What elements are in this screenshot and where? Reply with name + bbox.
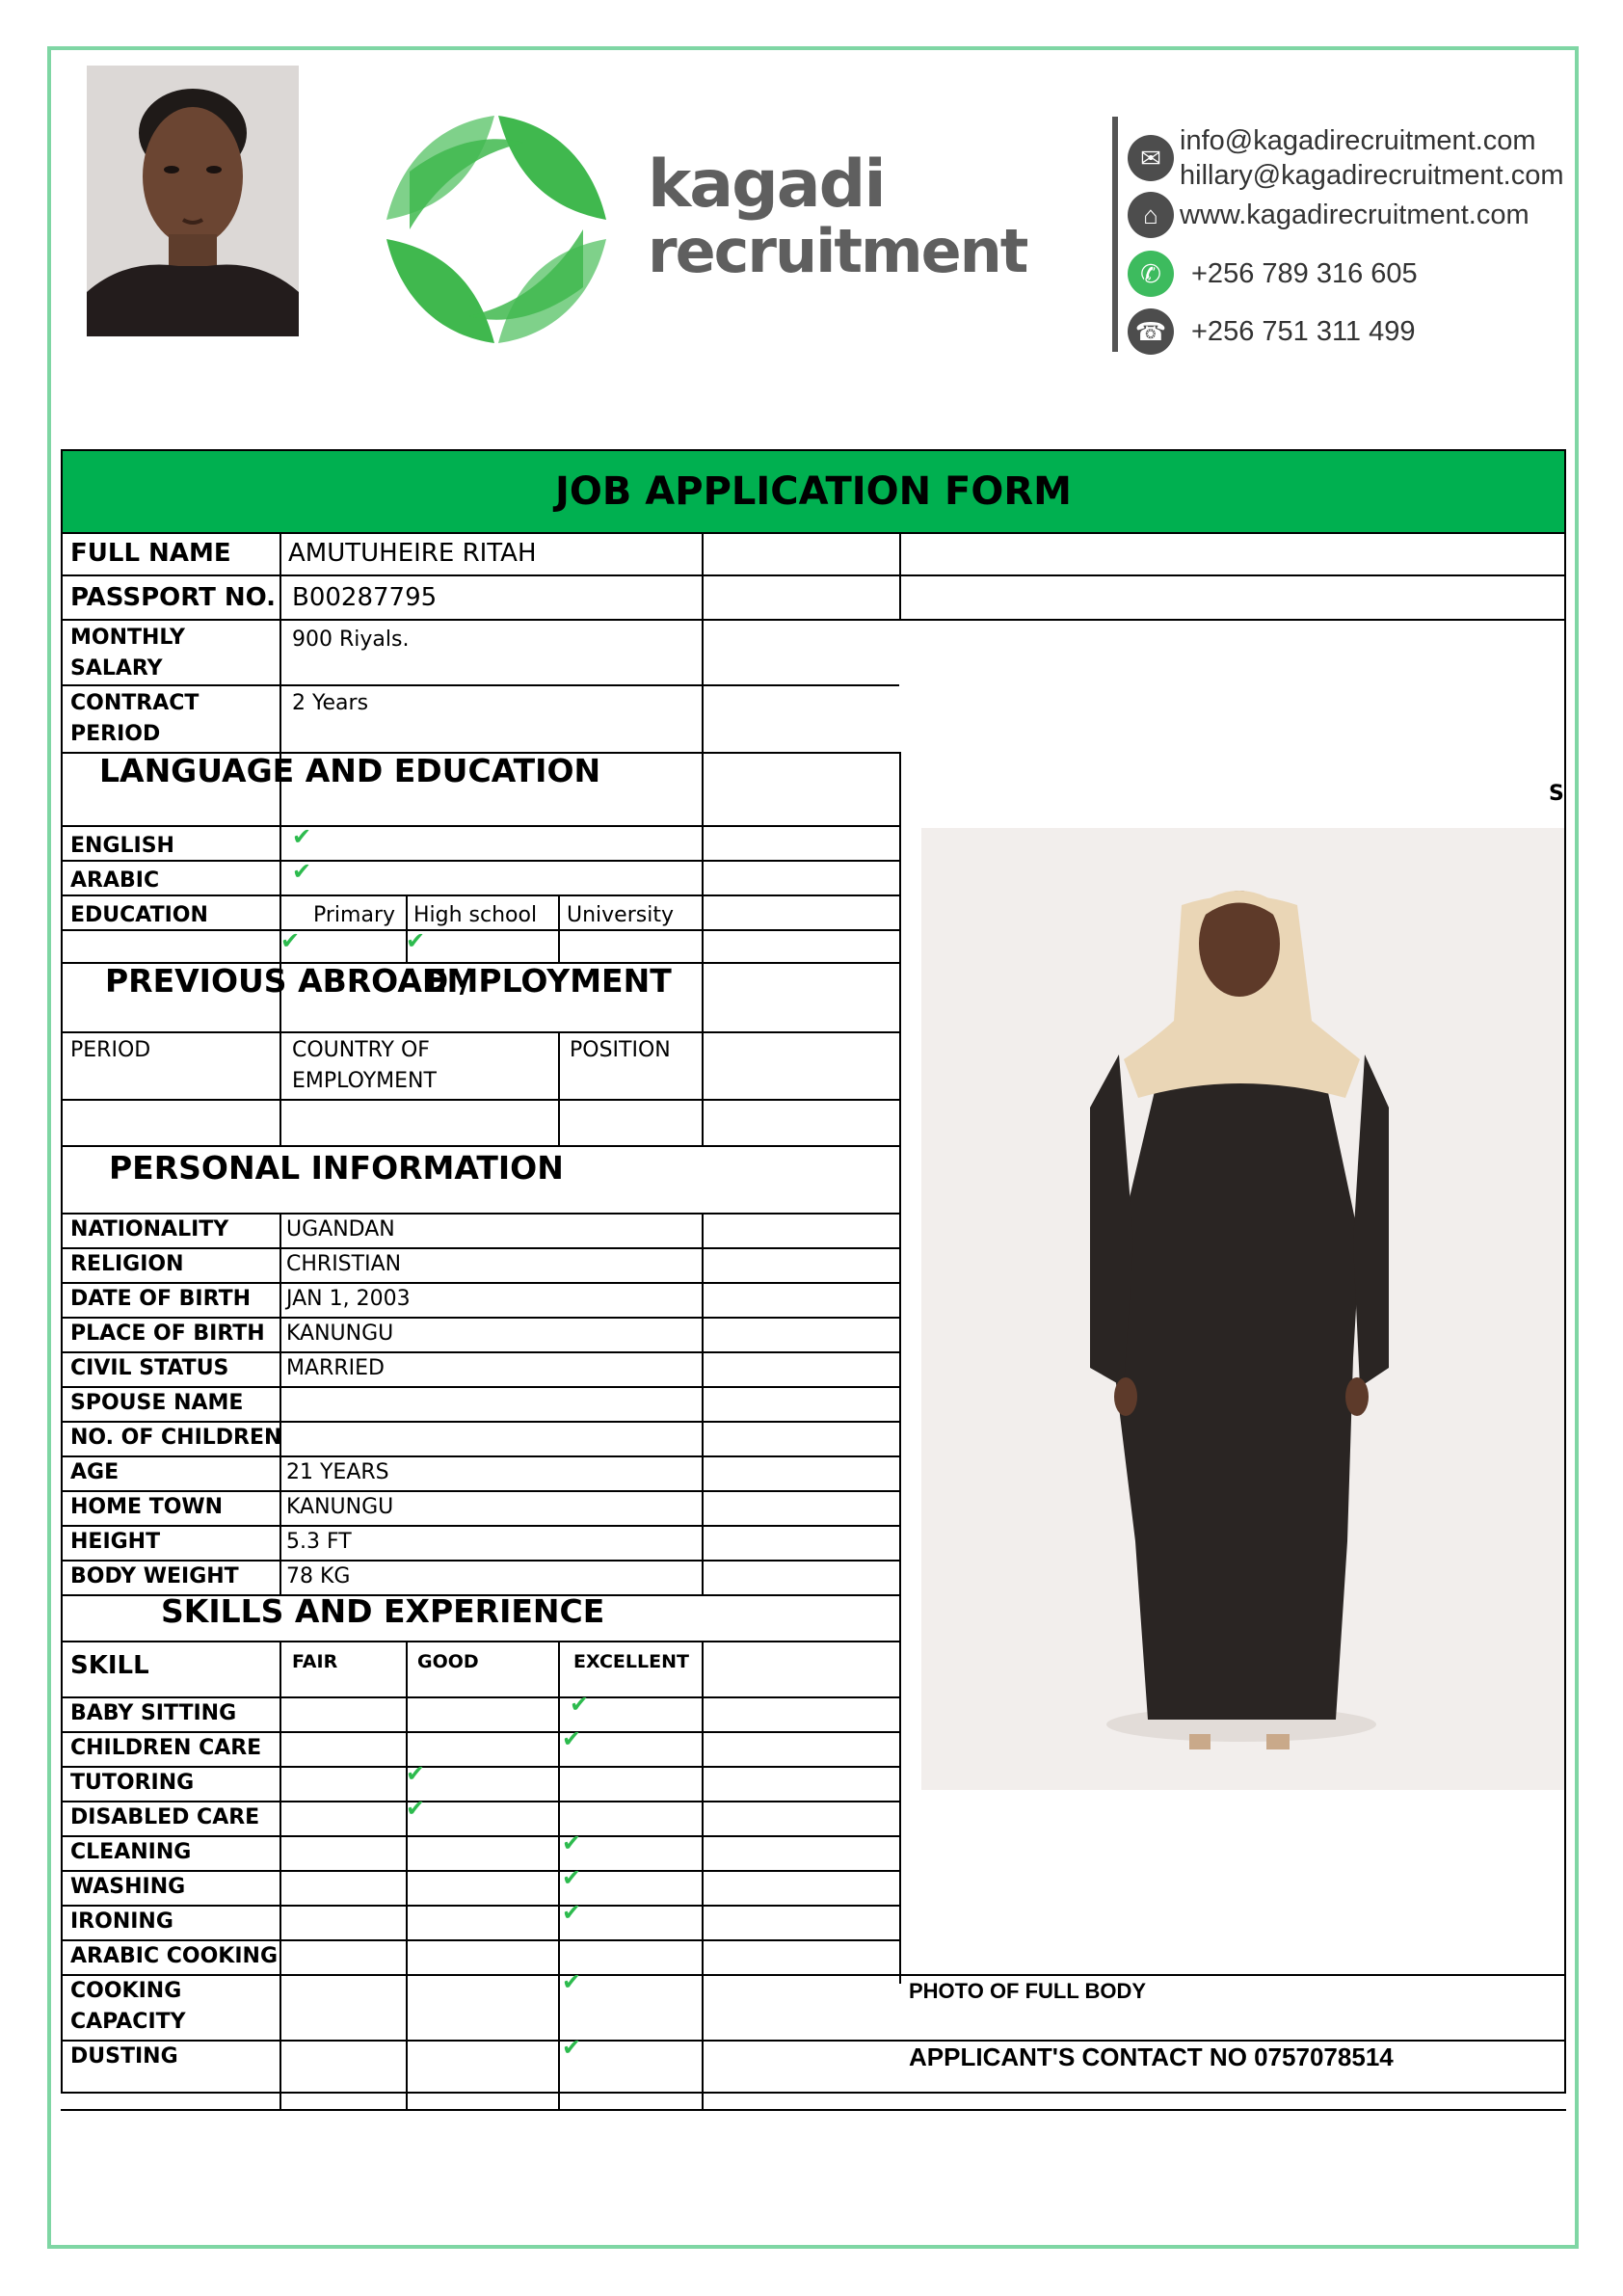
brand-line-1: kagadi: [648, 147, 885, 223]
skill-name: COOKING: [70, 1979, 182, 2003]
table-rule: [61, 1870, 899, 1872]
table-rule: [61, 619, 1566, 621]
language-section-title: LANGUAGE AND EDUCATION: [99, 752, 601, 789]
contract-value[interactable]: 2 Years: [292, 691, 369, 715]
skills-section-title: SKILLS AND EXPERIENCE: [161, 1592, 605, 1630]
education-check: ✔: [280, 927, 301, 954]
skill-header-good: GOOD: [417, 1651, 479, 1672]
education-high-school: High school: [413, 903, 538, 927]
skill-check: ✔: [562, 1725, 582, 1752]
phone-number[interactable]: +256 751 311 499: [1191, 315, 1416, 347]
skill-name: DUSTING: [70, 2044, 178, 2069]
table-rule: [61, 1031, 899, 1033]
personal-value[interactable]: UGANDAN: [286, 1217, 395, 1241]
personal-value[interactable]: KANUNGU: [286, 1322, 394, 1346]
skill-check: ✔: [562, 1829, 582, 1856]
table-rule: [279, 1213, 281, 1594]
table-rule: [899, 752, 901, 1984]
job-application-form: [61, 449, 1566, 2094]
education-university: University: [567, 903, 674, 927]
table-rule: [702, 1031, 704, 1145]
table-rule: [61, 1905, 899, 1907]
english-check: ✔: [292, 823, 312, 850]
table-rule: [61, 449, 63, 534]
personal-section-title: PERSONAL INFORMATION: [109, 1149, 564, 1187]
whatsapp-number[interactable]: +256 789 316 605: [1191, 257, 1418, 289]
skill-name: DISABLED CARE: [70, 1805, 260, 1829]
skill-check: ✔: [406, 1795, 426, 1822]
email-row: [1128, 123, 1564, 193]
table-rule: [61, 1247, 899, 1249]
brand-line-2: recruitment: [648, 216, 1027, 286]
personal-label: SPOUSE NAME: [70, 1391, 244, 1415]
form-title: JOB APPLICATION FORM: [61, 449, 1566, 534]
personal-value[interactable]: MARRIED: [286, 1356, 385, 1380]
education-check: ✔: [406, 927, 426, 954]
table-rule: [558, 1031, 560, 1145]
stray-letter: S: [1549, 782, 1564, 806]
personal-label: AGE: [70, 1460, 120, 1484]
table-rule: [899, 532, 901, 619]
skill-header: SKILL: [70, 1651, 149, 1680]
phone-row: [1128, 308, 1416, 355]
personal-label: BODY WEIGHT: [70, 1564, 239, 1589]
skill-check: ✔: [562, 1968, 582, 1995]
kagadi-logo-icon: [381, 114, 612, 345]
full-name-value[interactable]: AMUTUHEIRE RITAH: [288, 539, 537, 568]
skill-check: ✔: [562, 1864, 582, 1891]
table-rule: [61, 1145, 899, 1147]
home-icon: ⌂: [1128, 192, 1174, 238]
table-rule: [61, 825, 899, 827]
whatsapp-icon: ✆: [1128, 251, 1174, 297]
abroad-header-period: PERIOD: [70, 1038, 151, 1062]
skill-name: TUTORING: [70, 1771, 195, 1795]
table-rule: [61, 2040, 899, 2042]
table-rule: [61, 2092, 1566, 2094]
email-info[interactable]: info@kagadirecruitment.com: [1180, 125, 1536, 156]
skill-header-excellent: EXCELLENT: [573, 1651, 689, 1672]
phone-icon: ☎: [1128, 308, 1174, 355]
skill-name: CLEANING: [70, 1840, 192, 1864]
table-rule: [61, 1099, 899, 1101]
applicant-contact-label: APPLICANT'S CONTACT NO 0757078514: [909, 2042, 1394, 2071]
full-body-photo: [921, 828, 1565, 1790]
table-rule: [279, 1641, 281, 2109]
passport-value[interactable]: B00287795: [292, 583, 438, 612]
passport-photo: [87, 66, 299, 336]
arabic-label: ARABIC: [70, 868, 160, 893]
skill-header-fair: FAIR: [292, 1651, 338, 1672]
education-primary: Primary: [313, 903, 396, 927]
abroad-section-title-2: EMPLOYMENT: [425, 962, 672, 1000]
table-rule: [61, 1455, 899, 1457]
personal-label: HEIGHT: [70, 1530, 161, 1554]
skill-check: ✔: [562, 1899, 582, 1926]
website-link[interactable]: www.kagadirecruitment.com: [1180, 199, 1530, 230]
email-hillary[interactable]: hillary@kagadirecruitment.com: [1180, 160, 1564, 191]
table-rule: [61, 894, 899, 896]
brand-name: [648, 147, 1027, 286]
table-rule: [279, 1031, 281, 1145]
personal-label: RELIGION: [70, 1252, 184, 1276]
table-rule: [702, 825, 704, 962]
personal-value[interactable]: 21 YEARS: [286, 1460, 389, 1484]
table-rule: [702, 1213, 704, 1594]
website-row: [1128, 192, 1530, 238]
skill-check: ✔: [562, 2034, 582, 2061]
personal-value[interactable]: CHRISTIAN: [286, 1252, 402, 1276]
personal-label: NO. OF CHILDREN: [70, 1426, 282, 1450]
salary-label-2: SALARY: [70, 656, 163, 681]
table-rule: [406, 1641, 408, 2109]
table-rule: [61, 574, 1566, 576]
personal-label: CIVIL STATUS: [70, 1356, 229, 1380]
abroad-section-title-1: PREVIOUS ABROAD /: [105, 962, 471, 1000]
education-label: EDUCATION: [70, 903, 208, 927]
personal-label: HOME TOWN: [70, 1495, 224, 1519]
skill-name: BABY SITTING: [70, 1701, 237, 1725]
salary-label-1: MONTHLY: [70, 626, 185, 650]
table-rule: [61, 2109, 1566, 2111]
personal-label: NATIONALITY: [70, 1217, 229, 1241]
passport-label: PASSPORT NO.: [70, 583, 277, 612]
personal-value[interactable]: KANUNGU: [286, 1495, 394, 1519]
skill-name: WASHING: [70, 1875, 186, 1899]
skill-check: ✔: [570, 1691, 590, 1718]
personal-value[interactable]: JAN 1, 2003: [286, 1287, 411, 1311]
english-label: ENGLISH: [70, 834, 174, 858]
contract-label-2: PERIOD: [70, 722, 161, 746]
table-rule: [61, 860, 899, 862]
skill-name: IRONING: [70, 1909, 173, 1934]
contract-label-1: CONTRACT: [70, 691, 200, 715]
table-rule: [558, 1641, 560, 2109]
personal-label: DATE OF BIRTH: [70, 1287, 251, 1311]
arabic-check: ✔: [292, 858, 312, 885]
skill-check: ✔: [406, 1760, 426, 1787]
table-rule: [61, 1641, 899, 1642]
whatsapp-row: [1128, 251, 1418, 297]
abroad-header-country-2: EMPLOYMENT: [292, 1069, 437, 1093]
table-rule: [1564, 449, 1566, 2094]
skill-name: CHILDREN CARE: [70, 1736, 262, 1760]
table-rule: [702, 1641, 704, 2109]
full-name-label: FULL NAME: [70, 539, 231, 568]
abroad-header-country-1: COUNTRY OF: [292, 1038, 430, 1062]
mail-icon: ✉: [1128, 135, 1174, 181]
skill-name: ARABIC COOKING: [70, 1944, 279, 1968]
table-rule: [61, 684, 899, 686]
personal-value[interactable]: 5.3 FT: [286, 1530, 352, 1554]
table-rule: [61, 532, 63, 2092]
table-rule: [61, 1525, 899, 1527]
abroad-header-position: POSITION: [570, 1038, 671, 1062]
photo-full-body-label: PHOTO OF FULL BODY: [909, 1979, 1147, 2003]
table-rule: [558, 894, 560, 964]
skill-name-2: CAPACITY: [70, 2010, 186, 2034]
table-rule: [61, 1974, 899, 1976]
personal-value[interactable]: 78 KG: [286, 1564, 351, 1589]
salary-value[interactable]: 900 Riyals.: [292, 627, 410, 652]
personal-label: PLACE OF BIRTH: [70, 1322, 265, 1346]
contact-divider: [1112, 117, 1118, 352]
